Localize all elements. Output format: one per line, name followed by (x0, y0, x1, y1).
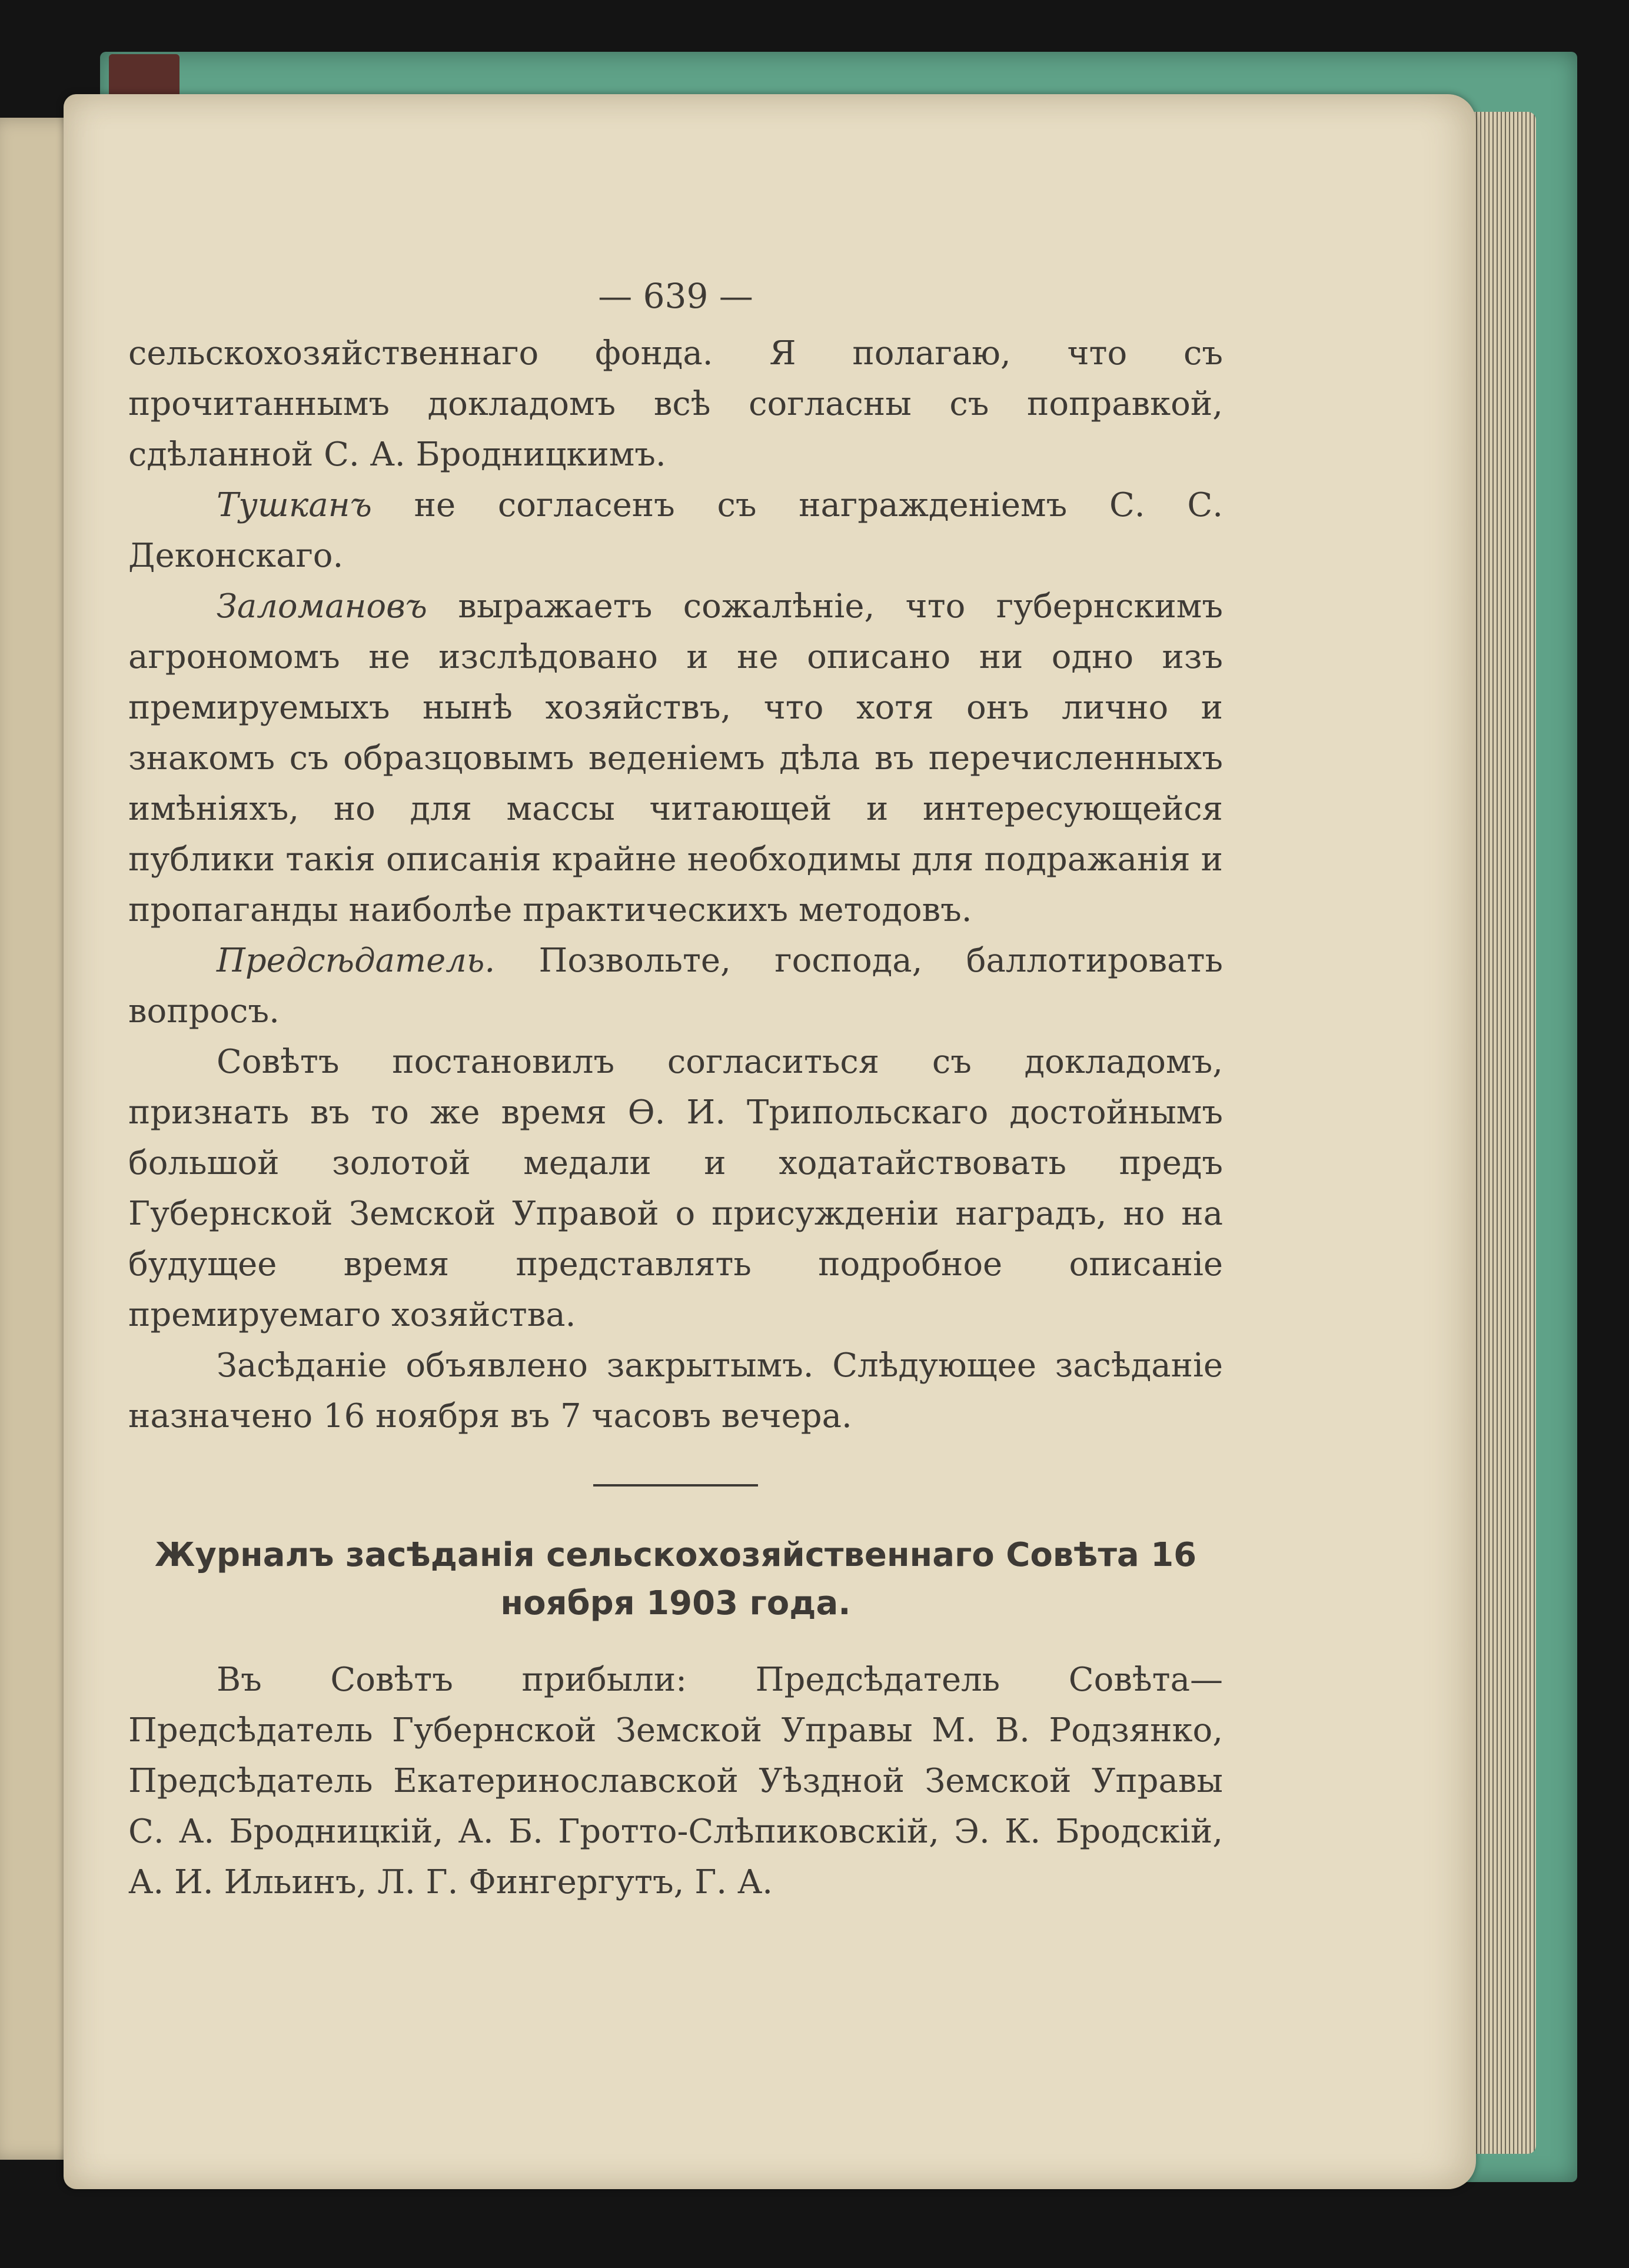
paragraph-7: Въ Совѣтъ прибыли: Предсѣдатель Совѣта—Предсѣдатель Губернской Земской Управы М. В. Родзянко, Предсѣдатель Екатеринославской Уѣздной Земской Управы С. А. Бродницкій, А. Б. Гротто-Слѣпиковскій, Э. К. Бродскій, А. И. Ильинъ, Л. Г. Фингергутъ, Г. А. (128, 1661, 1223, 1901)
paragraph-2-text: не согласенъ съ награжденіемъ С. С. Деконскаго. (128, 486, 1223, 575)
paragraph-4 (128, 936, 1223, 1037)
paragraph-2 (128, 480, 1223, 581)
paragraph-1: сельскохозяйственнаго фонда. Я полагаю, что съ прочитаннымъ докладомъ всѣ согласны съ поправкой, сдѣланной С. А. Бродницкимъ. (128, 334, 1223, 474)
page-text (128, 271, 1223, 1908)
section-heading: Журналъ засѣданія сельскохозяйственнаго Совѣта 16 ноября 1903 года. (154, 1536, 1197, 1622)
paragraph-5: Совѣтъ постановилъ согласиться съ докладомъ, признать въ то же время Ѳ. И. Трипольскаго достойнымъ большой золотой медали и ходатайствовать предъ Губернской Земской Управой о присужденіи наградъ, но на будущее время представлять подробное описаніе премируемаго хозяйства. (128, 1043, 1223, 1334)
paragraph-6: Засѣданіе объявлено закрытымъ. Слѣдующее засѣданіе назначено 16 ноября въ 7 часовъ вечера. (128, 1346, 1223, 1435)
speaker-name: Заломановъ (217, 587, 427, 626)
paragraph-4-text: Позвольте, господа, баллотировать вопросъ. (128, 942, 1223, 1030)
speaker-name: Тушканъ (217, 486, 372, 524)
section-divider (593, 1484, 758, 1486)
page-number: — 639 — (598, 276, 753, 316)
page (64, 94, 1476, 2189)
paragraph-3-text: выражаетъ сожалѣніе, что губернскимъ агрономомъ не изслѣдовано и не описано ни одно изъ премируемыхъ нынѣ хозяйствъ, что хотя онъ лично и знакомъ съ образцовымъ веденіемъ дѣла въ перечисленныхъ имѣніяхъ, но для массы читающей и интересующейся публики такія описанія крайне необходимы для подражанія и пропаганды наиболѣе практическихъ методовъ. (128, 587, 1223, 929)
speaker-name: Предсѣдатель. (217, 942, 496, 980)
paragraph-3 (128, 581, 1223, 936)
